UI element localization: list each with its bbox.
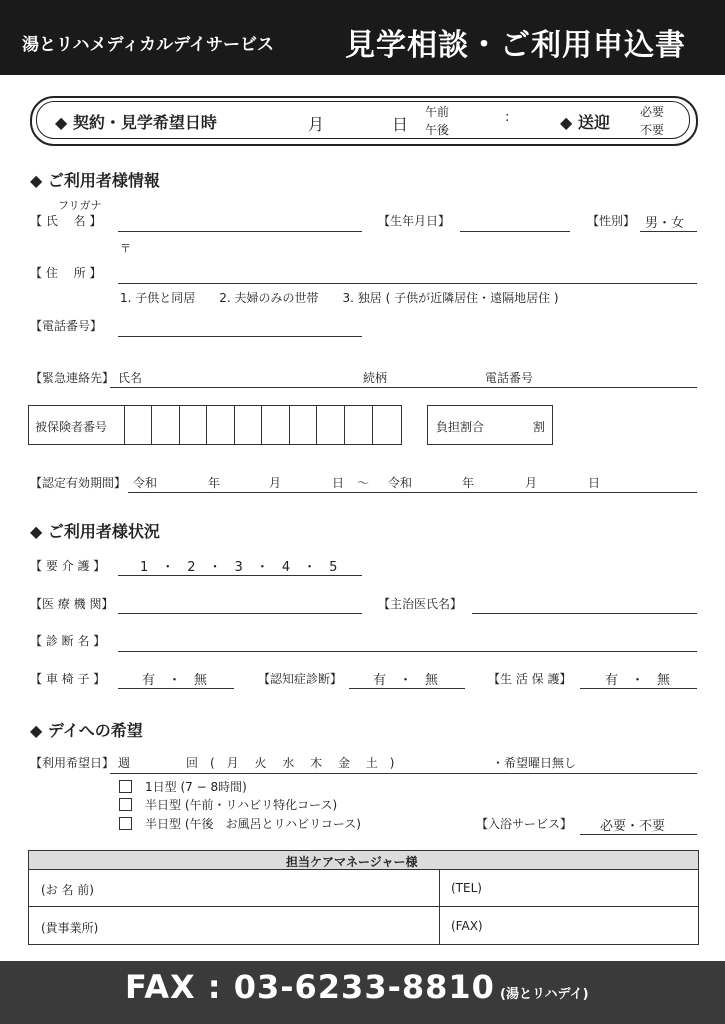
option-checkbox[interactable] <box>119 798 132 811</box>
care-field <box>118 575 362 576</box>
month-start: 月 <box>269 476 282 490</box>
transport-not-needed[interactable]: 不要 <box>640 123 665 137</box>
insured-digit-cell[interactable] <box>344 406 372 444</box>
reiwa-end: 令和 <box>388 476 413 490</box>
contract-day[interactable]: 日 <box>392 115 409 134</box>
welfare-options[interactable]: 有 ・ 無 <box>605 673 671 688</box>
diagnosis-field[interactable] <box>118 651 697 652</box>
time-colon: : <box>505 110 510 125</box>
manager-tel-label[interactable]: (TEL) <box>451 881 482 895</box>
name-field[interactable] <box>118 231 362 232</box>
week-label: 週 <box>118 756 131 770</box>
insured-digit-cell[interactable] <box>289 406 317 444</box>
wheelchair-field <box>118 688 234 689</box>
option-half-day-am: 半日型 (午前・リハビリ特化コース) <box>145 798 338 812</box>
wheelchair-options[interactable]: 有 ・ 無 <box>142 673 208 688</box>
table-divider <box>439 869 440 944</box>
manager-name-label[interactable]: (お 名 前) <box>41 883 94 897</box>
phone-label: 【電話番号】 <box>30 319 103 333</box>
postal-mark: 〒 <box>120 242 131 255</box>
name-label: 【 氏 名 】 <box>30 214 102 228</box>
gender-field <box>640 231 697 232</box>
emergency-phone-label: 電話番号 <box>485 371 534 385</box>
pm-option[interactable]: 午後 <box>425 123 450 137</box>
fax-note: (湯とリハデイ) <box>500 987 589 1002</box>
diagnosis-label: 【 診 断 名 】 <box>30 634 106 648</box>
emergency-field[interactable] <box>110 387 697 388</box>
day-wish-heading: ◆ デイへの希望 <box>30 721 143 740</box>
bath-options[interactable]: 必要・不要 <box>600 819 666 834</box>
contract-label: ◆ 契約・見学希望日時 <box>55 113 217 132</box>
days-label: 【利用希望日】 <box>30 756 115 770</box>
bath-field <box>580 834 697 835</box>
burden-unit: 割 <box>533 420 546 434</box>
address-label: 【 住 所 】 <box>30 266 102 280</box>
dementia-options[interactable]: 有 ・ 無 <box>373 673 439 688</box>
care-manager-heading: 担当ケアマネージャー様 <box>286 855 418 869</box>
care-levels[interactable]: 1 ・ 2 ・ 3 ・ 4 ・ 5 <box>140 560 338 575</box>
insured-digit-cell[interactable] <box>206 406 234 444</box>
user-info-heading: ◆ ご利用者様情報 <box>30 171 160 190</box>
bath-label: 【入浴サービス】 <box>476 817 573 831</box>
care-manager-table <box>28 850 699 945</box>
insured-digit-cell[interactable] <box>261 406 289 444</box>
living-options[interactable]: 1. 子供と同居 2. 夫婦のみの世帯 3. 独居 ( 子供が近隣居住・遠隔地居住 ) <box>120 291 559 305</box>
dementia-field <box>349 688 465 689</box>
insured-label: 被保険者番号 <box>35 420 108 434</box>
table-divider <box>29 906 698 907</box>
option-half-day-pm: 半日型 (午後 お風呂とリハビリコース) <box>145 817 361 831</box>
insured-digit-cell[interactable] <box>372 406 402 444</box>
emergency-name-label: 氏名 <box>118 371 143 385</box>
year-end: 年 <box>462 476 475 490</box>
days-field <box>110 773 697 774</box>
option-full-day: 1日型 (7 − 8時間) <box>145 780 247 794</box>
option-checkbox[interactable] <box>119 780 132 793</box>
transport-label: ◆ 送迎 <box>560 113 610 132</box>
care-label: 【 要 介 護 】 <box>30 559 106 573</box>
month-end: 月 <box>525 476 538 490</box>
hospital-label: 【医 療 機 関】 <box>30 597 114 611</box>
validity-line <box>128 492 697 493</box>
address-field[interactable] <box>118 283 697 284</box>
form-title: 見学相談・ご利用申込書 <box>345 28 686 63</box>
fax-number: FAX : 03-6233-8810 <box>125 968 495 1006</box>
doctor-label: 【主治医氏名】 <box>378 597 463 611</box>
birth-label: 【生年月日】 <box>378 214 451 228</box>
wheelchair-label: 【 車 椅 子 】 <box>30 672 106 686</box>
burden-box[interactable] <box>427 405 553 445</box>
insured-number-box <box>28 405 402 445</box>
am-option[interactable]: 午前 <box>425 105 450 119</box>
day-end: 日 <box>588 476 601 490</box>
welfare-label: 【生 活 保 護】 <box>488 672 572 686</box>
facility-name: 湯とリハメディカルデイサービス <box>22 35 274 55</box>
gender-options[interactable]: 男・女 <box>645 216 685 231</box>
insured-digit-cell[interactable] <box>316 406 344 444</box>
no-preference-option[interactable]: ・希望曜日無し <box>492 756 577 770</box>
times-label: 回 <box>186 756 199 770</box>
phone-field[interactable] <box>118 336 362 337</box>
reiwa-start: 令和 <box>133 476 158 490</box>
doctor-field[interactable] <box>472 613 697 614</box>
weekday-options[interactable]: ( 月 火 水 木 金 土 ) <box>210 756 395 770</box>
emergency-relation-label: 続柄 <box>363 371 388 385</box>
emergency-label: 【緊急連絡先】 <box>30 371 115 385</box>
tilde: 〜 <box>357 476 370 490</box>
manager-fax-label[interactable]: (FAX) <box>451 919 483 933</box>
insured-digit-cell[interactable] <box>234 406 262 444</box>
insured-digit-cell[interactable] <box>151 406 179 444</box>
validity-label: 【認定有効期間】 <box>30 476 127 490</box>
day-start: 日 <box>332 476 345 490</box>
year-start: 年 <box>208 476 221 490</box>
dementia-label: 【認知症診断】 <box>258 672 343 686</box>
insured-digit-cell[interactable] <box>124 406 152 444</box>
welfare-field <box>580 688 697 689</box>
manager-office-label[interactable]: (貴事業所) <box>41 921 99 935</box>
contract-month[interactable]: 月 <box>308 115 325 134</box>
furigana-label: フリガナ <box>58 199 102 212</box>
option-checkbox[interactable] <box>119 817 132 830</box>
status-heading: ◆ ご利用者様状況 <box>30 522 160 541</box>
birth-field[interactable] <box>460 231 570 232</box>
hospital-field[interactable] <box>118 613 362 614</box>
gender-label: 【性別】 <box>587 214 636 228</box>
insured-digit-cell[interactable] <box>179 406 207 444</box>
transport-needed[interactable]: 必要 <box>640 105 665 119</box>
burden-label: 負担割合 <box>436 420 485 434</box>
